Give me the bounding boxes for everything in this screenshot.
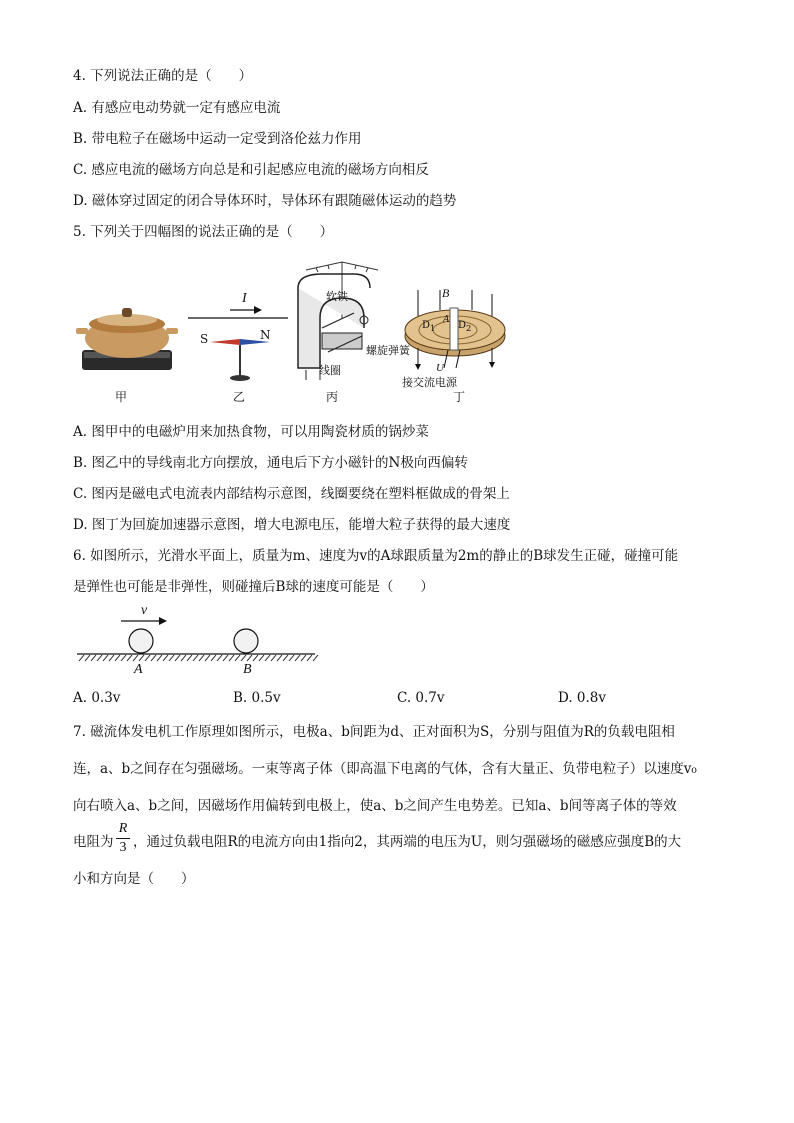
ground-hatch-mark bbox=[91, 655, 96, 661]
label-soft-iron: 软铁 bbox=[326, 290, 348, 303]
ground-hatch-mark bbox=[115, 655, 120, 661]
ground-hatch-mark bbox=[223, 655, 228, 661]
label-spring: 螺旋弹簧 bbox=[366, 344, 410, 357]
ground-hatch-mark bbox=[277, 655, 282, 661]
q4-option-b: B. 带电粒子在磁场中运动一定受到洛伦兹力作用 bbox=[73, 131, 362, 147]
q6-option-d: D. 0.8v bbox=[558, 690, 607, 706]
label-a: A bbox=[443, 314, 450, 325]
caption-ding: 丁 bbox=[453, 390, 466, 404]
q7-fraction-r-over-3 bbox=[116, 820, 130, 857]
ground-hatch-mark bbox=[241, 655, 246, 661]
ground-hatch-mark bbox=[229, 655, 234, 661]
q6-option-b: B. 0.5v bbox=[233, 690, 281, 706]
ground-hatch-mark bbox=[193, 655, 198, 661]
label-coil: 线圈 bbox=[319, 364, 341, 377]
q5-option-c: C. 图丙是磁电式电流表内部结构示意图，线圈要绕在塑料框做成的骨架上 bbox=[73, 486, 510, 502]
fraction-numerator: R bbox=[116, 820, 130, 839]
label-south: S bbox=[200, 332, 209, 346]
label-ball-a: A bbox=[134, 662, 143, 677]
label-field-b: B bbox=[442, 286, 450, 300]
ground-hatch-mark bbox=[127, 655, 132, 661]
ground-hatch-mark bbox=[313, 655, 318, 661]
figure-bing-galvanometer bbox=[292, 258, 392, 383]
ground-hatch-mark bbox=[265, 655, 270, 661]
q7-line3: 向右喷入a、b之间，因磁场作用偏转到电极上，使a、b之间产生电势差。已知a、b间等离子体的等效 bbox=[73, 798, 677, 814]
label-ac-power: 接交流电源 bbox=[402, 376, 457, 389]
q5-option-a: A. 图甲中的电磁炉用来加热食物，可以用陶瓷材质的锅炒菜 bbox=[73, 424, 429, 440]
ground-hatch-mark bbox=[217, 655, 222, 661]
ground-hatch-mark bbox=[139, 655, 144, 661]
ground-hatch-mark bbox=[259, 655, 264, 661]
ground-hatch-mark bbox=[85, 655, 90, 661]
q4-option-d: D. 磁体穿过固定的闭合导体环时，导体环有跟随磁体运动的趋势 bbox=[73, 193, 457, 209]
q6-option-c: C. 0.7v bbox=[397, 690, 445, 706]
ground-hatch-mark bbox=[307, 655, 312, 661]
label-north: N bbox=[260, 328, 271, 342]
ground-hatch-mark bbox=[79, 655, 84, 661]
label-ball-b: B bbox=[243, 662, 252, 677]
label-current-i: I bbox=[242, 291, 247, 306]
q7-line4-pre: 电阻为 bbox=[73, 834, 114, 850]
caption-jia: 甲 bbox=[115, 390, 128, 404]
ground-hatch-mark bbox=[151, 655, 156, 661]
q7-line2: 连，a、b之间存在匀强磁场。一束等离子体（即高温下电离的气体，含有大量正、负带电粒子）以速度v₀ bbox=[73, 761, 697, 777]
fraction-denominator: 3 bbox=[119, 840, 127, 855]
ground-hatch-mark bbox=[301, 655, 306, 661]
q7-line1: 7. 磁流体发电机工作原理如图所示，电极a、b间距为d、正对面积为S，分别与阻值为R的负载电阻相 bbox=[73, 724, 675, 740]
ground-hatch-mark bbox=[247, 655, 252, 661]
ground-hatch-mark bbox=[103, 655, 108, 661]
q6-option-a: A. 0.3v bbox=[73, 690, 121, 706]
q4-option-a: A. 有感应电动势就一定有感应电流 bbox=[73, 100, 281, 116]
q6-stem-line1: 6. 如图所示，光滑水平面上，质量为m、速度为v的A球跟质量为2m的静止的B球发生正碰，碰撞可能 bbox=[73, 548, 679, 564]
ground-hatch-mark bbox=[289, 655, 294, 661]
ground-hatch-mark bbox=[211, 655, 216, 661]
ground-hatch-mark bbox=[109, 655, 114, 661]
ground-hatch-mark bbox=[283, 655, 288, 661]
q4-option-c: C. 感应电流的磁场方向总是和引起感应电流的磁场方向相反 bbox=[73, 162, 429, 178]
ground-hatch-mark bbox=[97, 655, 102, 661]
ground-hatch-mark bbox=[169, 655, 174, 661]
q6-figure-collision bbox=[75, 600, 320, 680]
ground-hatch-mark bbox=[295, 655, 300, 661]
q7-line5: 小和方向是（ ） bbox=[73, 871, 195, 887]
ground-hatch-mark bbox=[157, 655, 162, 661]
label-d1: $D_1$ bbox=[422, 320, 436, 333]
ground-hatch-mark bbox=[235, 655, 240, 661]
figure-ding-cyclotron bbox=[400, 286, 510, 381]
q7-line4-post: ，通过负载电阻R的电流方向由1指向2，其两端的电压为U，则匀强磁场的磁感应强度B的大 bbox=[133, 834, 682, 850]
caption-yi: 乙 bbox=[233, 390, 246, 404]
ground-hatch-mark bbox=[181, 655, 186, 661]
caption-bing: 丙 bbox=[326, 390, 339, 404]
label-velocity-v: v bbox=[141, 603, 148, 618]
ground-hatch-mark bbox=[187, 655, 192, 661]
q5-option-d: D. 图丁为回旋加速器示意图，增大电源电压，能增大粒子获得的最大速度 bbox=[73, 517, 511, 533]
ground-hatch-mark bbox=[199, 655, 204, 661]
ground-hatch-mark bbox=[121, 655, 126, 661]
figure-jia-cooker bbox=[70, 298, 180, 378]
ground-hatch-mark bbox=[163, 655, 168, 661]
q6-stem-line2: 是弹性也可能是非弹性，则碰撞后B球的速度可能是（ ） bbox=[73, 579, 434, 595]
q4-stem: 4. 下列说法正确的是（ ） bbox=[73, 68, 253, 84]
ground-hatch-mark bbox=[253, 655, 258, 661]
ground-hatch-mark bbox=[133, 655, 138, 661]
ground-hatch-mark bbox=[271, 655, 276, 661]
q5-option-b: B. 图乙中的导线南北方向摆放，通电后下方小磁针的N极向西偏转 bbox=[73, 455, 468, 471]
ground-hatch-mark bbox=[205, 655, 210, 661]
label-u: U bbox=[436, 362, 444, 374]
q5-figures bbox=[70, 258, 530, 408]
q5-stem: 5. 下列关于四幅图的说法正确的是（ ） bbox=[73, 224, 334, 240]
label-d2: $D_2$ bbox=[458, 320, 472, 333]
ground-hatch-mark bbox=[145, 655, 150, 661]
ground-hatch-mark bbox=[175, 655, 180, 661]
